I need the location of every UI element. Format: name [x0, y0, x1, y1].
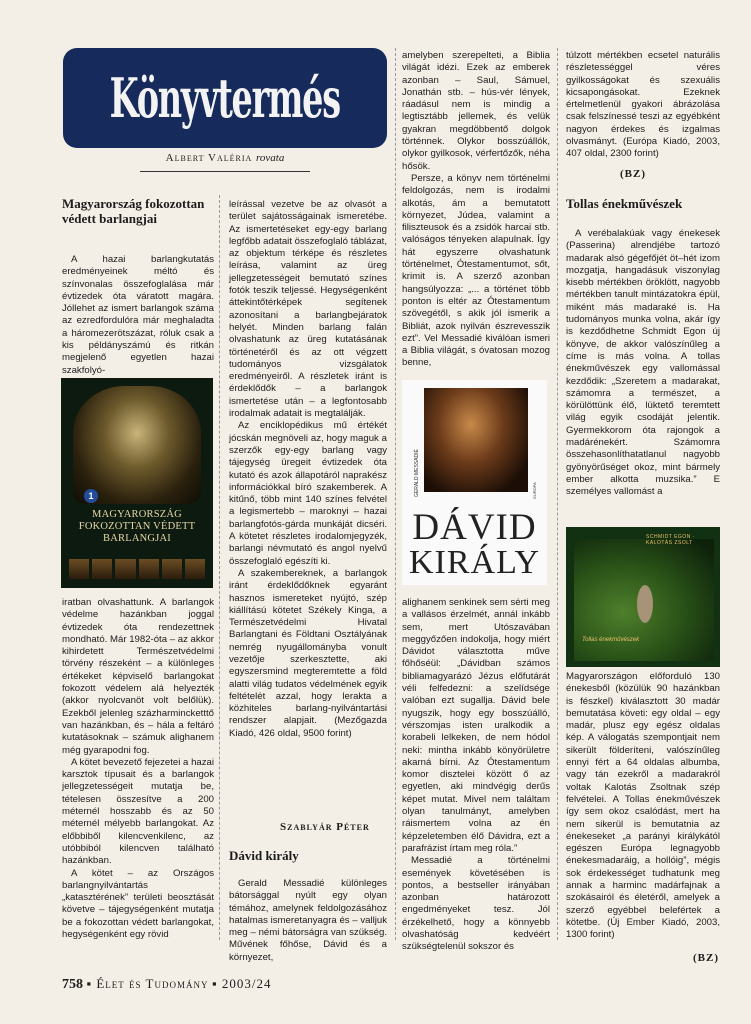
column-divider: [395, 48, 396, 940]
byline-rule: [140, 171, 310, 172]
book-cover-david-kiraly: [402, 380, 547, 585]
paragraph: A kötet – az Országos barlangnyilvántartás „katasztérének” területi beosztását követve – tájegységenként mutatja be a fokozottan védett barlangokat, hegységenként egy rövid: [62, 867, 214, 941]
cover-photo-strip: [69, 559, 205, 579]
section-title-banner: [63, 48, 387, 148]
paragraph: Az enciklopédikus mű értékét jócskán megnöveli az, hogy maguk a szerzők egy-egy barlang vagy tájegység üregeit évtizedek óta kutató és azok állapotáról naprakész információkkal bíró szakemberek. A kitűnő, több mint 140 színes felvétel a legismertebb – maroknyi – hazai barlangfotós-gárda munkáját dicséri. A kötetet részletes irodalomjegyzék, barlangi névmutató és angol nyelvű összefoglaló egészíti ki.: [229, 420, 387, 567]
cover-title-line1: DÁVID: [412, 507, 537, 548]
author-signature: Szablyár Péter: [280, 821, 370, 833]
article-text: [229, 199, 387, 740]
section-title: Könyvtermés: [109, 66, 341, 130]
cover-painting: [424, 388, 528, 492]
paragraph: A hazai barlangkutatás eredményeinek méltó és színvonalas összefoglalása már évtizedek óta váratott magára. Jóllehet az ismert barlangok száma az ezredfordulóra már meghaladta a háromezerötszázat, róluk csak a kis példányszámú és ritkán megjelenő egyetlen hazai szakfolyó-: [62, 254, 214, 376]
bird-image: [637, 585, 653, 623]
byline-name: Albert Valéria: [165, 152, 253, 164]
article-heading: Dávid király: [229, 848, 299, 863]
cover-publisher: EUROPA: [532, 482, 538, 499]
page-number: 758: [62, 977, 83, 992]
volume-badge: 1: [84, 489, 98, 503]
paragraph: alighanem senkinek sem sérti meg a vallásos érzelmét, annál inkább sem, mert Utószavában meggyőzően indokolja, hogy miért Dávidot választotta műve főhőséül: „Dávidban számos bibliamagyarázó Jézus előfutárát véli felfedezni: a szelídsége valóban ezt sugallja. Dávid bele nyugszik, hogy egy bosszúálló, vérszomjas isten uralkodik a korabeli lelkeken, de nem hódol neki: mintha inkább könyörületre akarná bírni. Az Ótestamentum komor disztelei között ő az egyetlen, aki mindvégig derűs képet mutat. Mivel nem találtam olyan tanulmányt, amelyben ráismertem volna az én képzeletemben élő Dávidra, ezt a parafrázist írtam meg róla.”: [402, 597, 550, 854]
author-signature: (BZ): [693, 952, 719, 964]
paragraph: túlzott mértékben ecsetel naturális részletességgel véres gyilkosságokat és szexuális kicsapongásokat. Ezeknek értelmetlenül gyakori ábrázolása csak felszínessé teszi az egyébként nagyon érdekes és izgalmas olvasmányt. (Európa Kiadó, 2003, 407 oldal, 2300 forint): [566, 50, 720, 160]
cover-author: GERALD MESSADIÉ: [414, 449, 420, 497]
paragraph: A szakembereknek, a barlangok iránt érdeklődőknek egyaránt hasznos ismereteket nyújtó, szép kiállítású kötetet Székely Kinga, a Természetvédelmi Hivatal Barlangtani és Földtani Osztályának nemrég nyugállományba vonult vezetője szerkesztette, aki egyszersmind megteremtette a föld alatti világ tudatos védelmének egyik feltételét azzal, hogy lerakta a közhiteles barlang-nyilvántartási rendszer alapjait. (Mezőgazda Kiadó, 426 oldal, 9500 forint): [229, 567, 387, 739]
article-heading: Tollas énekművészek: [566, 196, 683, 211]
book-cover-barlangok: [61, 378, 213, 588]
cover-title-line2: KIRÁLY: [408, 544, 541, 581]
paragraph: A verébalakúak vagy énekesek (Passerina) alrendjébe tartozó madarak alsó gégefőjét öt–hét izom mozgatja, hangadásuk viszonylag kisebb mértékben öröklött, nagyobb mértékben tanult mintázatokra épül, miként más madaraké is. Ha tudományos munka volna, akár így is kezdődhetne Schmidt Egon új könyve, de akkor valószínűleg a címe is más volna. A tollas énekművészek egy vallomással kezdődik: „Szeretem a madarakat, számomra a természet, a körülöttünk élő, lüktető teremtett világ egyik csodáját jelentik. Gyermekkorom óta rajongok a madárénekért. Számomra összehasonlíthatatlanul nagyobb gyönyörűséget okoz, mint bármely ember alkotta muzsika.” E személyes vallomást a: [566, 228, 720, 498]
cover-title: Tollas énekművészek: [582, 637, 640, 643]
magazine-name: Élet és Tudomány: [96, 976, 209, 991]
article-text: [62, 597, 214, 941]
article-text: [402, 50, 550, 370]
page-footer: 758 ▪ Élet és Tudomány ▪ 2003/24: [62, 976, 272, 992]
cover-title: MAGYARORSZÁG FOKOZOTTAN VÉDETT BARLANGJAI: [78, 509, 196, 544]
article-text: [566, 228, 720, 499]
article-text: [62, 254, 214, 377]
book-cover-tollas-enekmuveszek: [566, 527, 720, 667]
paragraph: Messadié a történelmi események követésében is pontos, a bestseller irányában azonban határozott engedményeket tesz. Jól érzékelhető, hogy a könnyebb olvashatóság kedvéért szükségtelenül sokszor és: [402, 855, 550, 953]
paragraph: leírással vezetve be az olvasót a terület sajátosságainak ismeretébe. Az ismertetéseket egy-egy barlang legfőbb adatait összefoglaló táblázat, az objektum térképe és részletes leírása, valamint az üreg jellegzetességeit bemutató színes fotók teszik teljessé. Hegységenként áttekintőtérképek segítenek azonosítani a barlangbejáratok helyét. Minden barlang falán olvashatunk az üreg kutatásának történetéről és az ott végzett tudományos vizsgálatok eredményeiről. A részletek iránt is érdeklődők – a barlangok ismertetése után – a legfontosabb irodalmak adatait is megtalálják.: [229, 199, 387, 420]
article-text: [229, 878, 387, 964]
article-text: [402, 597, 550, 954]
article-heading: Magyarország fokozottan védett barlangjai: [62, 196, 205, 226]
paragraph: Gerald Messadié különleges bátorsággal nyúlt egy olyan témához, amelynek feldolgozásához hatalmas ismeretanyagra és – valljuk meg – némi bátorságra van szükség. Művének főhőse, Dávid és a környezet,: [229, 878, 387, 963]
paragraph: amelyben szerepelteti, a Biblia világát idézi. Ezek az emberek azonban – Saul, Sámuel, Jonathán stb. – hús-vér lények, ráadásul nem is mindig a legtisztább jellemek, és velük gyakran megdöbbentő dolgok történnek. Olykor bosszúállók, olykor gyilkosok, vérfertőzők, néha hősök.: [402, 50, 550, 172]
column-divider: [557, 48, 558, 940]
paragraph: Persze, a könyv nem történelmi feldolgozás, nem is irodalmi alkotás, ám a bemutatott környezet, Júdea, valamint a filiszteusok és a zsidók harcai stb. valóságos tényeken alapulnak. Így hát egyszerre olvashatunk történelmet, Ótestamentumot, sőt, krimit is. A szerző azonban hangsúlyozza: „... a történet több ponton is eltér az Ótestamentum szövegétől, s akik jól ismerik a Bibliát, azok nyilván észrevesszik ezt”. Vel Messadié kiválóan ismeri a Biblia világát, s óvatosan mozog benne,: [402, 172, 550, 369]
byline: [110, 152, 340, 164]
paragraph: iratban olvashattunk. A barlangok védelme hazánkban joggal évtizedek óta rendezettnek mondható. Már 1982-óta – az akkor kihirdetett Természetvédelmi törvény részeként – a különleges értékeket képviselő barlangokat fokozott védelem alá helyezték (akkor nyolcvanöt volt belőlük). Ezekből jelenleg százharmincketttő van hazánkban, és – hála a feltáró kutatásoknak – számuk alighanem még gyarapodni fog.: [62, 597, 214, 756]
cover-author: SCHMIDT EGON · KALOTÁS ZSOLT: [646, 534, 695, 546]
article-text: [566, 50, 720, 161]
issue-number: 2003/24: [221, 976, 272, 991]
paragraph: Magyarországon előforduló 130 énekesből (közülük 90 hazánkban is fészkel) kiválasztott 30 madár bemutatása követi: egy oldal – egy madár, plusz egy egész oldalas kép. A válogatás szempontjait nem sikerült földeríteni, valószínűleg ennyi fért a 64 oldalas albumba, vagy tán ezekről a madarakról voltak Kalotás Zsoltnak szép felvételei. A Tollas énekművészek így sem okoz csalódást, mert ha nem sikerül is bemutatnia az énekeseket „a parányi királykától egészen Európa legnagyobb énekesmadaráig, a hollóig”, mégis sok érdekességet tudhatunk meg annak a harminc madárfajnak a szokásairól és életéről, amelyek a szerző egyébbel belefértek a kötetbe. (Új Ember Kiadó, 2003, 1300 forint): [566, 671, 720, 941]
column-divider: [219, 195, 220, 940]
article-text: [566, 671, 720, 942]
cave-photo: [73, 386, 201, 504]
author-signature: (BZ): [620, 168, 646, 180]
paragraph: A kötet bevezető fejezetei a hazai karsztok típusait és a barlangok jellegzetességeit mutatja be, tételesen összesítve a 200 méternél hosszabb és az 50 méternél mélyebb barlangokat. Az előbbiből kilencvenkilenc, az utóbbiból kilencven található hazánkban.: [62, 756, 214, 867]
byline-suffix: rovata: [256, 152, 285, 164]
